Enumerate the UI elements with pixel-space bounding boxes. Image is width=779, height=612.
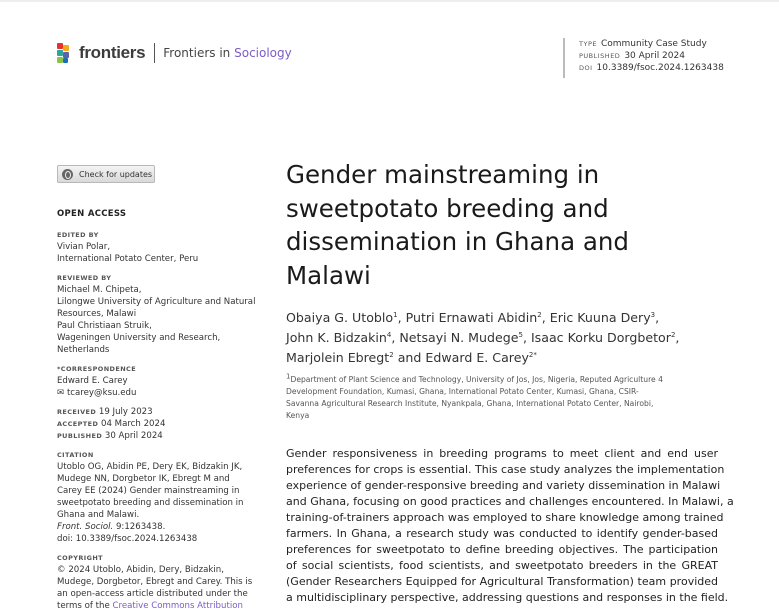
check-for-updates-label: Check for updates — [79, 169, 153, 179]
abstract-line: Gender responsiveness in breeding programs to meet client and end user — [286, 447, 718, 460]
author-affiliation-marker: 2* — [528, 350, 537, 359]
correspondence-label: *CORRESPONDENCE — [57, 365, 137, 373]
abstract-line: and Ghana, focusing on good practices and challenges encountered. In Malawi, a — [286, 495, 734, 508]
abstract — [286, 446, 734, 606]
reviewer-line: Lilongwe University of Agriculture and Natural — [57, 297, 256, 307]
meta-type: TYPE Community Case Study — [579, 39, 707, 49]
license-link[interactable]: Creative Commons Attribution — [112, 601, 243, 611]
author-list — [286, 308, 679, 368]
logo-divider — [154, 43, 155, 63]
article-title — [286, 158, 686, 292]
author-name[interactable]: Putri Ernawati Abidin — [405, 310, 538, 325]
reviewer-line: Michael M. Chipeta, — [57, 285, 142, 295]
author-name[interactable]: Eric Kuuna Dery — [549, 310, 651, 325]
affiliation-line: Kenya — [286, 411, 310, 420]
journal-name[interactable] — [163, 46, 291, 60]
reviewer-line: Wageningen University and Research, — [57, 333, 221, 343]
copyright-line: terms of the Creative Commons Attribution — [57, 601, 243, 611]
citation-line: Utoblo OG, Abidin PE, Dery EK, Bidzakin JK, — [57, 462, 243, 472]
citation-line: Mudege NN, Dorgbetor IK, Ebregt M and — [57, 474, 230, 484]
editor-line: Vivian Polar, — [57, 242, 111, 252]
affiliation-line: Development Foundation, Kumasi, Ghana, International Potato Center, Kumasi, Ghana, CSIR- — [286, 387, 639, 396]
article-info-sidebar — [57, 208, 257, 612]
check-for-updates-button[interactable] — [57, 165, 155, 183]
open-access-label: OPEN ACCESS — [57, 209, 127, 219]
correspondence-email[interactable]: ✉ tcarey@ksu.edu — [57, 388, 137, 398]
author-line: Obaiya G. Utoblo$^1$, Putri Ernawati Abidin$^2$, Eric Kuuna Dery$^3$, — [286, 310, 660, 325]
author-line: John K. Bidzakin$^4$, Netsayi N. Mudege$^5$, Isaac Korku Dorgbetor$^2$, — [286, 330, 680, 345]
accepted-date: ACCEPTED 04 March 2024 — [57, 419, 166, 429]
author-line: Marjolein Ebregt$^2$ and Edward E. Carey$^{2*}$ — [286, 350, 537, 365]
mail-icon: ✉ — [57, 388, 67, 398]
affiliations — [286, 374, 718, 422]
author-name[interactable]: Obaiya G. Utoblo — [286, 310, 394, 325]
reviewer-line: Resources, Malawi — [57, 309, 137, 319]
author-affiliation-marker: 1 — [393, 310, 398, 319]
author-name[interactable]: Netsayi N. Mudege — [399, 330, 519, 345]
citation-line: Ghana and Malawi. — [57, 510, 140, 520]
title-line: dissemination in Ghana and — [286, 227, 629, 256]
abstract-line: training-of-trainers approach was employed to share knowledge among trained — [286, 511, 724, 524]
citation-journal: Front. Sociol. 9:1263438. — [57, 522, 166, 532]
reviewer-line: Paul Christiaan Struik, — [57, 321, 152, 331]
copyright-line: an open-access article distributed under the — [57, 589, 248, 599]
abstract-line: experience of gender-responsive breeding and variety dissemination in Malawi — [286, 479, 721, 492]
frontiers-wordmark: frontiers — [79, 43, 146, 62]
author-name[interactable]: Edward E. Carey — [425, 350, 529, 365]
journal-section: Sociology — [234, 46, 292, 60]
reviewed-by-label: REVIEWED BY — [57, 274, 112, 282]
correspondence-name: Edward E. Carey — [57, 376, 128, 386]
reviewer-line: Netherlands — [57, 345, 110, 355]
meta-published: PUBLISHED 30 April 2024 — [579, 51, 685, 61]
copyright-line: Mudege, Dorgbetor, Ebregt and Carey. This is — [57, 577, 253, 587]
copyright-line: © 2024 Utoblo, Abidin, Dery, Bidzakin, — [57, 565, 224, 575]
received-date: RECEIVED 19 July 2023 — [57, 407, 153, 417]
copyright-label: COPYRIGHT — [57, 554, 103, 562]
edited-by-label: EDITED BY — [57, 231, 99, 239]
title-line: sweetpotato breeding and — [286, 193, 609, 223]
author-name[interactable]: John K. Bidzakin — [286, 330, 387, 345]
abstract-line: preferences for crops is essential. This case study analyzes the implementation — [286, 463, 725, 476]
citation-line: sweetpotato breeding and dissemination in — [57, 498, 244, 508]
abstract-line: a multidisciplinary perspective, addressing questions and responses in the field. — [286, 591, 729, 604]
frontiers-logo[interactable] — [57, 42, 292, 64]
title-line: Gender mainstreaming in — [286, 160, 600, 189]
abstract-line: farmers. In Ghana, a research study was conducted to identify gender-based — [286, 527, 718, 540]
author-affiliation-marker: 2 — [537, 310, 542, 319]
citation-line: Carey EE (2024) Gender mainstreaming in — [57, 486, 240, 496]
author-affiliation-marker: 4 — [386, 330, 392, 339]
abstract-line: of social scientists, food scientists, and sweetpotato breeders in the GREAT — [286, 559, 718, 572]
author-name[interactable]: Isaac Korku Dorgbetor — [530, 330, 671, 345]
affiliation-line: Savanna Agricultural Research Institute, Nyankpala, Ghana, International Potato Center, Nairobi, — [286, 399, 654, 408]
abstract-line: (Gender Researchers Equipped for Agricultural Transformation) team provided — [286, 575, 718, 588]
editor-line: International Potato Center, Peru — [57, 254, 199, 264]
affiliation-line: $^1$Department of Plant Science and Technology, University of Jos, Jos, Nigeria, Reputed Agriculture 4 — [286, 372, 663, 384]
published-date: PUBLISHED 30 April 2024 — [57, 431, 163, 441]
frontiers-logo-icon — [57, 43, 73, 63]
journal-prefix: Frontiers in — [163, 46, 231, 60]
citation-doi[interactable]: doi: 10.3389/fsoc.2024.1263438 — [57, 534, 198, 544]
title-line: Malawi — [286, 260, 371, 290]
citation-label: CITATION — [57, 451, 94, 459]
author-name[interactable]: Marjolein Ebregt — [286, 350, 390, 365]
author-affiliation-marker: 2 — [670, 330, 676, 339]
abstract-line: preferences for sweetpotato to define breeding objectives. The participation — [286, 543, 718, 556]
update-icon — [62, 169, 73, 180]
author-affiliation-marker: 2 — [389, 350, 394, 359]
author-affiliation-marker: 5 — [518, 330, 523, 339]
article-meta — [563, 38, 724, 78]
top-border — [0, 0, 779, 2]
author-affiliation-marker: 3 — [650, 310, 656, 319]
meta-doi[interactable]: DOI 10.3389/fsoc.2024.1263438 — [579, 63, 724, 73]
